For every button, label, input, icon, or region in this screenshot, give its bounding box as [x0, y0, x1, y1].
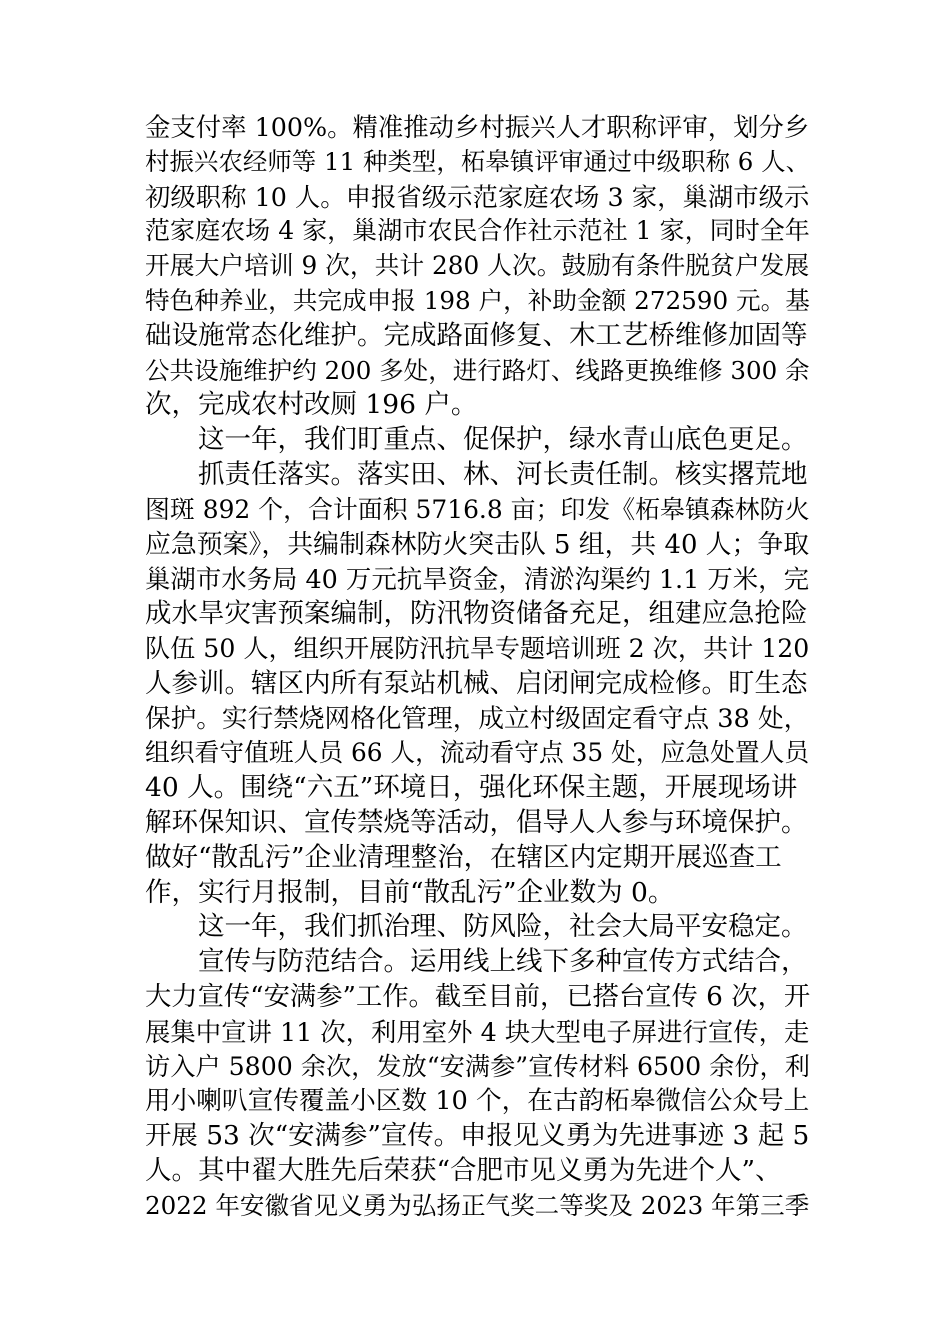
text-line: 公共设施维护约 200 多处，进行路灯、线路更换维修 300 余: [145, 355, 810, 385]
text-line: 成水旱灾害预案编制，防汛物资储备充足，组建应急抢险: [145, 598, 808, 630]
text-line: 开展大户培训 9 次，共计 280 人次。鼓励有条件脱贫户发展: [145, 251, 810, 281]
text-line: 队伍 50 人，组织开展防汛抗旱专题培训班 2 次，共计 120: [145, 633, 810, 663]
text-line: 这一年，我们抓治理、防风险，社会大局平安稳定。: [198, 911, 808, 943]
text-line: 40 人。围绕“六五”环境日，强化环保主题，开展现场讲: [145, 772, 798, 804]
text-line: 图斑 892 个，合计面积 5716.8 亩；印发《柘皋镇森林防火: [145, 494, 810, 524]
text-line: 用小喇叭宣传覆盖小区数 10 个，在古韵柘皋微信公众号上: [145, 1086, 810, 1117]
text-line: 开展 53 次“安满参”宣传。申报见义勇为先进事迹 3 起 5: [145, 1120, 810, 1152]
text-line: 人参训。辖区内所有泵站机械、启闭闸完成检修。盯生态: [145, 667, 808, 699]
text-line: 2022 年安徽省见义勇为弘扬正气奖二等奖及 2023 年第三季: [145, 1190, 810, 1220]
text-line: 保护。实行禁烧网格化管理，成立村级固定看守点 38 处，: [145, 703, 810, 734]
body-text: [145, 110, 810, 1224]
text-line: 范家庭农场 4 家，巢湖市农民合作社示范社 1 家，同时全年: [145, 216, 810, 246]
text-line: 金支付率 100%。精准推动乡村振兴人才职称评审，划分乡: [145, 112, 810, 142]
text-line: 次，完成农村改厕 196 户。: [145, 389, 478, 421]
text-line: 抓责任落实。落实田、林、河长责任制。核实撂荒地: [198, 458, 808, 490]
text-line: 这一年，我们盯重点、促保护，绿水青山底色更足。: [198, 424, 808, 456]
text-line: 人。其中翟大胜先后荣获“合肥市见义勇为先进个人”、: [145, 1154, 782, 1186]
text-line: 作，实行月报制，目前“散乱污”企业数为 0。: [145, 876, 675, 908]
text-line: 村振兴农经师等 11 种类型，柘皋镇评审通过中级职称 6 人、: [145, 146, 811, 176]
text-line: 础设施常态化维护。完成路面修复、木工艺桥维修加固等: [145, 319, 808, 351]
text-line: 做好“散乱污”企业清理整治，在辖区内定期开展巡查工: [145, 841, 782, 873]
text-line: 巢湖市水务局 40 万元抗旱资金，清淤沟渠约 1.1 万米，完: [145, 564, 809, 595]
text-line: 初级职称 10 人。申报省级示范家庭农场 3 家，巢湖市级示: [145, 181, 810, 212]
text-line: 宣传与防范结合。运用线上线下多种宣传方式结合，: [198, 946, 808, 978]
text-line: 大力宣传“安满参”工作。截至目前，已搭台宣传 6 次，开: [145, 981, 811, 1012]
text-line: 访入户 5800 余次，发放“安满参”宣传材料 6500 余份，利: [145, 1051, 810, 1081]
text-line: 应急预案》，共编制森林防火突击队 5 组，共 40 人；争取: [145, 529, 810, 560]
text-line: 组织看守值班人员 66 人，流动看守点 35 处，应急处置人员: [145, 738, 810, 768]
text-line: 解环保知识、宣传禁烧等活动，倡导人人参与环境保护。: [145, 806, 808, 838]
text-line: 展集中宣讲 11 次，利用室外 4 块大型电子屏进行宣传，走: [145, 1016, 810, 1047]
text-line: 特色种养业，共完成申报 198 户，补助金额 272590 元。基: [145, 285, 810, 315]
